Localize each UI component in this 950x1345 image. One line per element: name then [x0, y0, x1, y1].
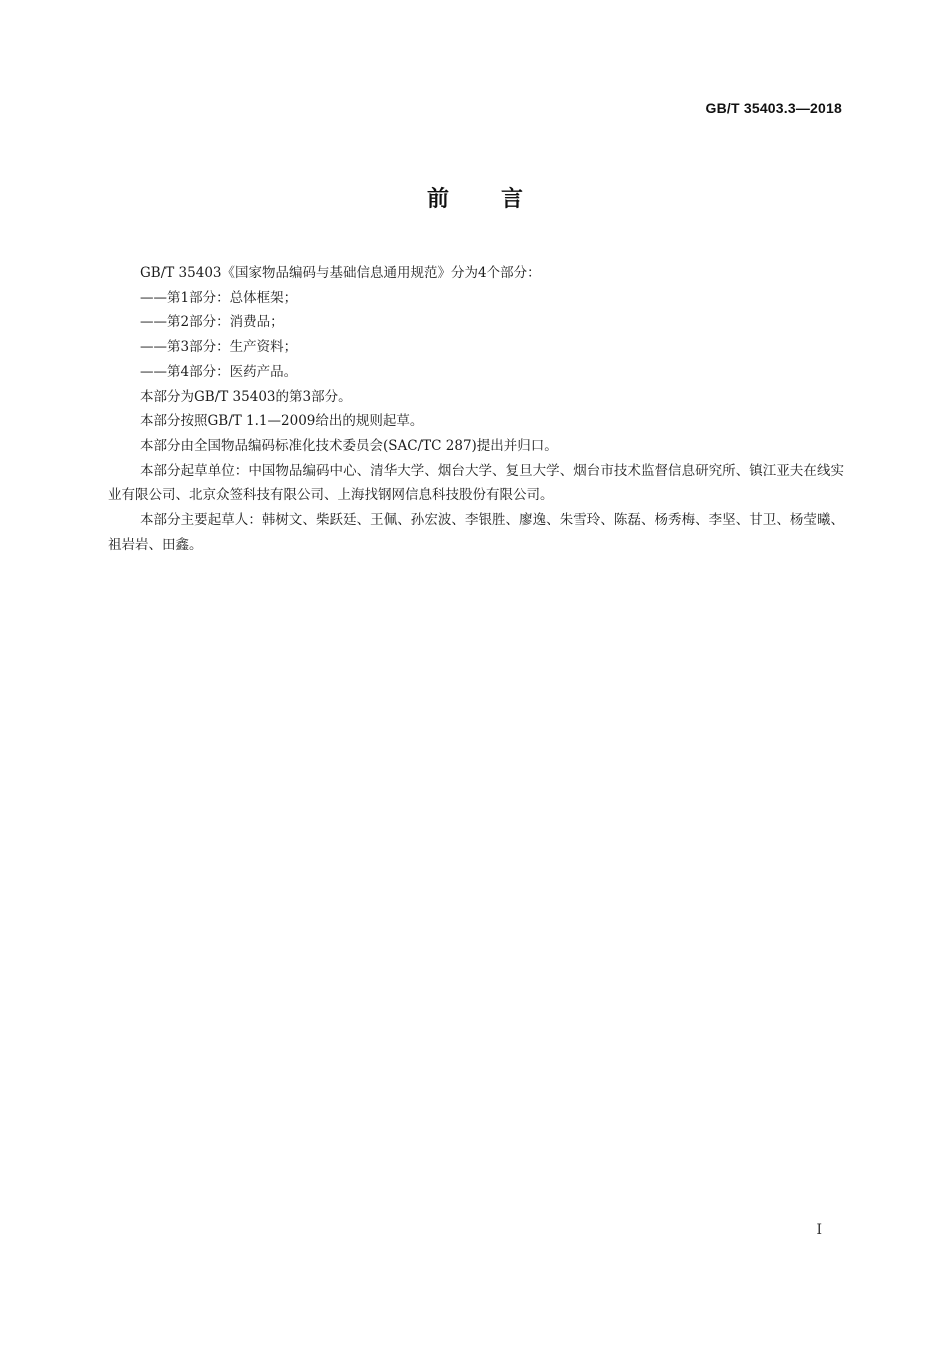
standard-number: GB/T 35403.3—2018	[705, 100, 842, 116]
paragraph-drafting-rules: 本部分按照GB/T 1.1—2009给出的规则起草。	[140, 413, 424, 430]
list-item-part-3: ——第3部分：生产资料；	[140, 339, 298, 356]
paragraph-part-statement: 本部分为GB/T 35403的第3部分。	[140, 388, 352, 405]
list-item-part-2: ——第2部分：消费品；	[140, 314, 284, 331]
foreword-body	[108, 261, 844, 557]
paragraph-proposer: 本部分由全国物品编码标准化技术委员会(SAC/TC 287)提出并归口。	[140, 437, 558, 454]
list-item-part-4: ——第4部分：医药产品。	[140, 363, 298, 380]
paragraph-drafting-units: 本部分起草单位：中国物品编码中心、清华大学、烟台大学、复旦大学、烟台市技术监督信息研究所、镇江亚夫在线实业有限公司、北京众签科技有限公司、上海找钢网信息科技股份有限公司。	[108, 462, 844, 504]
page-title: 前言	[426, 187, 575, 212]
page-number: I	[816, 1222, 822, 1238]
paragraph-drafters: 本部分主要起草人：韩树文、柴跃廷、王佩、孙宏波、李银胜、廖逸、朱雪玲、陈磊、杨秀梅、李坚、甘卫、杨莹曦、祖岩岩、田鑫。	[108, 512, 844, 553]
list-item-part-1: ——第1部分：总体框架；	[140, 289, 298, 306]
paragraph-intro: GB/T 35403《国家物品编码与基础信息通用规范》分为4个部分：	[140, 265, 541, 281]
